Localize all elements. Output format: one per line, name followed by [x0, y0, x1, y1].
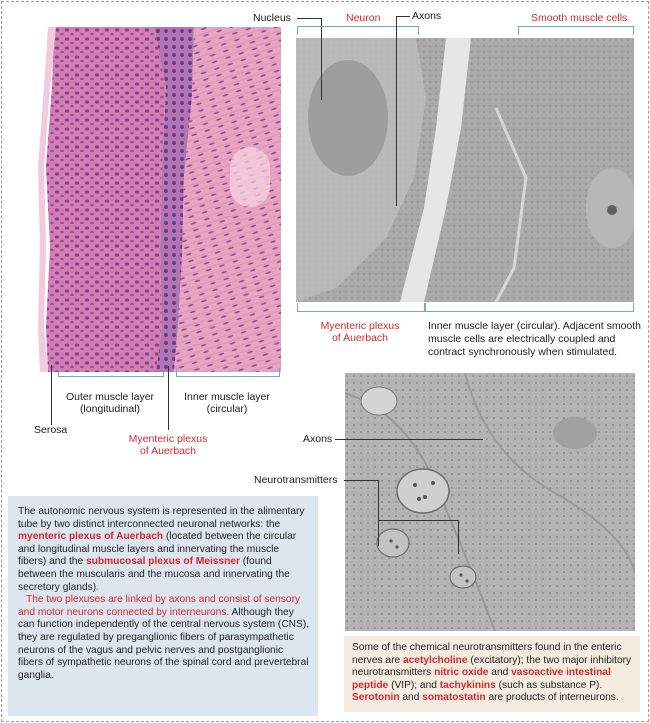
smooth-muscle-label: Smooth muscle cells: [531, 12, 628, 24]
em-micrograph-bottom: [345, 373, 635, 631]
em-myenteric-bracket: [297, 303, 425, 312]
serosa-leader: [51, 365, 52, 425]
bottom-axons-label: Axons: [303, 433, 333, 445]
em-inner-caption: Inner muscle layer (circular). Adjacent smooth muscle cells are electrically coupled and contract synchronously when stimulated.: [428, 320, 641, 358]
nucleus-label: Nucleus: [253, 12, 291, 24]
plexuses-statement: The two plexuses are linked by axons and consist of sensory and motor neurons connected by interneurons.: [18, 594, 301, 618]
neurotransmitters-leader-h: [344, 480, 378, 481]
left-textbox: [18, 506, 310, 682]
em-inner-bracket: [425, 303, 634, 312]
outer-muscle-label: Outer muscle layer (longitudinal): [65, 391, 155, 415]
inner-muscle-bracket: [176, 368, 280, 377]
neuron-label: Neuron: [346, 12, 381, 24]
neuron-bracket: [297, 26, 419, 35]
neurotransmitters-leader-v: [378, 480, 379, 546]
inner-muscle-label: Inner muscle layer (circular): [184, 391, 270, 415]
top-axons-label: Axons: [412, 10, 442, 22]
left-paragraph-1: The autonomic nervous system is represented in the alimentary tube by two distinct interconnected neuronal networks: the myenteric plexus of Auerbach (located between the circular and longitudinal muscle layers and innervating the muscle fibers) and the submucosal plexus of Meissner (found between the muscularis and the mucosa and innervating the secretory glands).: [18, 506, 305, 593]
bottom-axons-leader: [335, 439, 483, 440]
histology-micrograph: [34, 27, 281, 372]
myenteric-term: myenteric plexus of Auerbach: [18, 531, 164, 543]
top-axons-leader-v: [396, 16, 397, 206]
em-myenteric-label: Myenteric plexus of Auerbach: [320, 320, 400, 344]
submucosal-term: submucosal plexus of Meissner: [85, 556, 240, 568]
myenteric-leader: [168, 366, 169, 430]
em-micrograph-top: [296, 38, 634, 302]
top-axons-leader-h: [396, 16, 410, 17]
neurotransmitters-leader-h2: [378, 520, 458, 521]
right-textbox: Some of the chemical neurotransmitters found in the enteric nerves are acetylcholine (excitatory); the two major inhibitory neurotransmitters nitric oxide and vasoactive intestinal peptide (VIP); and tachykinins (such as substance P). Serotonin and somatostatin are products of interneurons.: [352, 642, 632, 704]
left-paragraph-2: The two plexuses are linked by axons and consist of sensory and motor neurons connected by interneurons. Although they can function independently of the central nervous system (CNS), they are regulated by preganglionic fibers of parasympathetic neurons of the vagus and pelvic nerves and postganglionic fibers of sympathetic neurons of the spinal cord and prevertebral ganglia.: [18, 594, 310, 681]
nucleus-leader-h: [297, 18, 321, 19]
neurotransmitters-label: Neurotransmitters: [254, 474, 338, 486]
smooth-muscle-bracket: [518, 26, 634, 35]
histology-myenteric-label: Myenteric plexus of Auerbach: [128, 433, 208, 457]
serosa-label: Serosa: [34, 424, 68, 436]
neurotransmitters-leader-v2: [458, 520, 459, 554]
outer-muscle-bracket: [58, 368, 164, 377]
